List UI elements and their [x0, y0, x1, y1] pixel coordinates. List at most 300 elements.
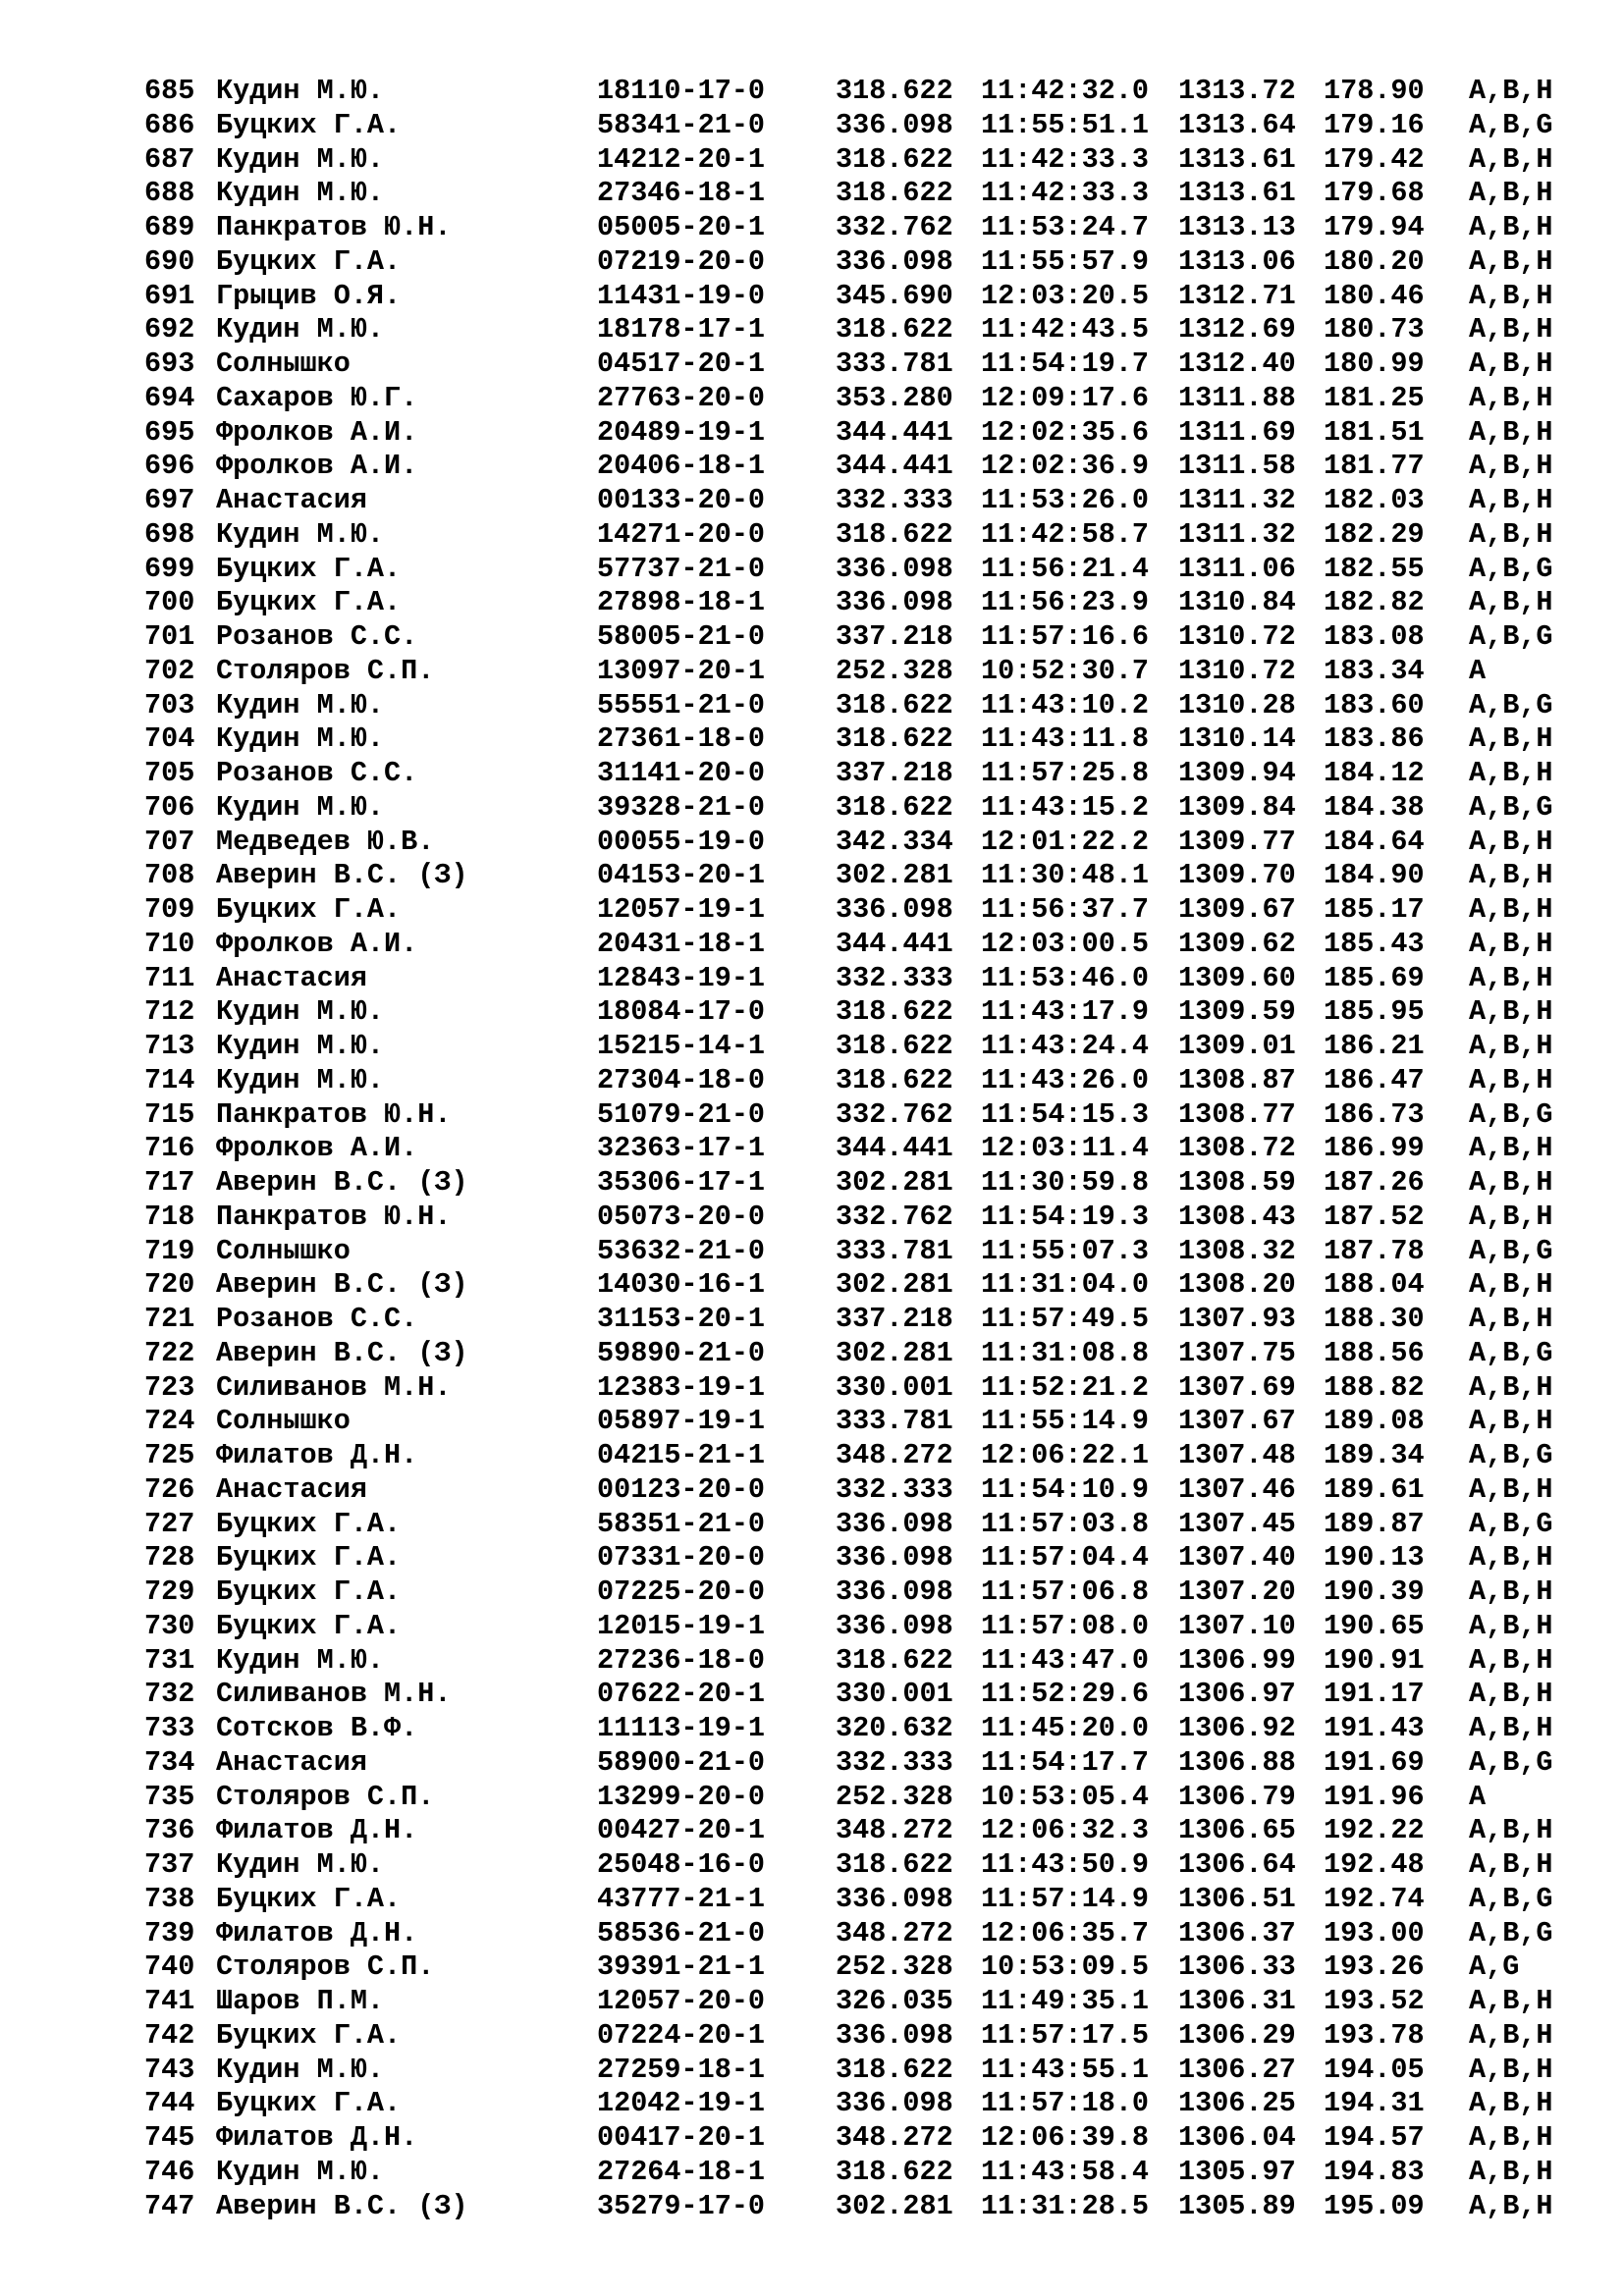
row-number: 694: [144, 381, 195, 414]
row-number: 711: [144, 961, 195, 994]
row-number: 738: [144, 1882, 195, 1915]
row-number: 716: [144, 1132, 195, 1165]
row-number: 708: [144, 859, 195, 892]
record-id: 00133-20-0: [597, 484, 766, 516]
row-number: 687: [144, 142, 195, 176]
record-id: 27236-18-0: [597, 1643, 766, 1677]
flags-field: A: [1469, 654, 1487, 687]
flags-field: A,B,H: [1469, 1268, 1553, 1302]
offset-field: 181.77: [1324, 450, 1425, 483]
offset-field: 186.73: [1324, 1097, 1425, 1131]
measure-field: 1306.51: [1178, 1882, 1296, 1915]
record-id: 00055-19-0: [597, 825, 766, 858]
record-id: 04517-20-1: [597, 347, 766, 380]
time-field: 11:56:37.7: [981, 893, 1150, 926]
offset-field: 191.43: [1324, 1712, 1425, 1744]
measure-field: 1307.40: [1178, 1541, 1296, 1575]
record-id: 58351-21-0: [597, 1507, 766, 1540]
offset-field: 184.38: [1324, 790, 1425, 824]
value-field: 336.098: [836, 586, 953, 619]
observer-name: Солнышко: [216, 1234, 351, 1267]
row-number: 702: [144, 654, 195, 687]
time-field: 11:43:26.0: [981, 1063, 1150, 1096]
record-id: 27264-18-1: [597, 2155, 766, 2188]
observer-name: Кудин М.Ю.: [216, 142, 385, 176]
observer-name: Кудин М.Ю.: [216, 1063, 385, 1096]
observer-name: Буцких Г.А.: [216, 1575, 402, 1608]
record-id: 53632-21-0: [597, 1234, 766, 1267]
observer-name: Кудин М.Ю.: [216, 995, 385, 1029]
value-field: 318.622: [836, 1063, 953, 1096]
observer-name: Филатов Д.Н.: [216, 1814, 418, 1847]
value-field: 318.622: [836, 75, 953, 107]
record-id: 07224-20-1: [597, 2018, 766, 2052]
row-number: 686: [144, 108, 195, 141]
flags-field: A,B,H: [1469, 1063, 1553, 1096]
flags-field: A,B,G: [1469, 108, 1553, 141]
time-field: 12:01:22.2: [981, 825, 1150, 858]
time-field: 11:43:11.8: [981, 722, 1150, 756]
flags-field: A,B,G: [1469, 688, 1553, 721]
offset-field: 194.57: [1324, 2121, 1425, 2154]
value-field: 332.333: [836, 961, 953, 994]
record-id: 18084-17-0: [597, 995, 766, 1029]
observer-name: Буцких Г.А.: [216, 893, 402, 926]
flags-field: A,B,G: [1469, 1882, 1553, 1915]
flags-field: A,B,H: [1469, 859, 1553, 892]
offset-field: 182.82: [1324, 586, 1425, 619]
value-field: 302.281: [836, 1166, 953, 1199]
row-number: 719: [144, 1234, 195, 1267]
row-number: 699: [144, 552, 195, 585]
observer-name: Силиванов М.Н.: [216, 1678, 452, 1711]
measure-field: 1306.99: [1178, 1643, 1296, 1677]
measure-field: 1307.69: [1178, 1370, 1296, 1404]
offset-field: 191.69: [1324, 1745, 1425, 1779]
measure-field: 1310.84: [1178, 586, 1296, 619]
offset-field: 182.55: [1324, 552, 1425, 585]
flags-field: A: [1469, 1780, 1487, 1813]
row-number: 706: [144, 790, 195, 824]
value-field: 333.781: [836, 347, 953, 380]
time-field: 12:06:35.7: [981, 1916, 1150, 1949]
flags-field: A,B,H: [1469, 2087, 1553, 2120]
flags-field: A,B,G: [1469, 1097, 1553, 1131]
record-id: 31153-20-1: [597, 1303, 766, 1335]
time-field: 10:53:05.4: [981, 1780, 1150, 1813]
flags-field: A,B,G: [1469, 1745, 1553, 1779]
record-id: 39328-21-0: [597, 790, 766, 824]
record-id: 15215-14-1: [597, 1030, 766, 1062]
time-field: 11:30:59.8: [981, 1166, 1150, 1199]
record-id: 12383-19-1: [597, 1370, 766, 1404]
offset-field: 187.78: [1324, 1234, 1425, 1267]
offset-field: 191.96: [1324, 1780, 1425, 1813]
measure-field: 1309.62: [1178, 927, 1296, 960]
observer-name: Аверин В.С. (З): [216, 1166, 468, 1199]
observer-name: Буцких Г.А.: [216, 108, 402, 141]
value-field: 344.441: [836, 927, 953, 960]
offset-field: 194.31: [1324, 2087, 1425, 2120]
observer-name: Кудин М.Ю.: [216, 1848, 385, 1881]
value-field: 318.622: [836, 995, 953, 1029]
time-field: 11:43:50.9: [981, 1848, 1150, 1881]
row-number: 712: [144, 995, 195, 1029]
observer-name: Кудин М.Ю.: [216, 177, 385, 210]
offset-field: 181.51: [1324, 415, 1425, 449]
observer-name: Солнышко: [216, 347, 351, 380]
time-field: 10:52:30.7: [981, 654, 1150, 687]
row-number: 727: [144, 1507, 195, 1540]
row-number: 703: [144, 688, 195, 721]
observer-name: Кудин М.Ю.: [216, 790, 385, 824]
value-field: 318.622: [836, 1030, 953, 1062]
time-field: 11:42:58.7: [981, 517, 1150, 551]
record-id: 20489-19-1: [597, 415, 766, 449]
row-number: 720: [144, 1268, 195, 1302]
record-id: 14271-20-0: [597, 517, 766, 551]
measure-field: 1307.20: [1178, 1575, 1296, 1608]
measure-field: 1312.69: [1178, 313, 1296, 347]
row-number: 741: [144, 1985, 195, 2017]
time-field: 10:53:09.5: [981, 1950, 1150, 1984]
measure-field: 1306.29: [1178, 2018, 1296, 2052]
time-field: 11:57:18.0: [981, 2087, 1150, 2120]
observer-name: Аверин В.С. (З): [216, 859, 468, 892]
value-field: 348.272: [836, 1439, 953, 1471]
value-field: 320.632: [836, 1712, 953, 1744]
record-id: 07225-20-0: [597, 1575, 766, 1608]
measure-field: 1306.65: [1178, 1814, 1296, 1847]
value-field: 302.281: [836, 1336, 953, 1369]
offset-field: 192.48: [1324, 1848, 1425, 1881]
record-id: 04153-20-1: [597, 859, 766, 892]
value-field: 252.328: [836, 654, 953, 687]
value-field: 348.272: [836, 1916, 953, 1949]
record-id: 32363-17-1: [597, 1132, 766, 1165]
time-field: 11:53:46.0: [981, 961, 1150, 994]
value-field: 336.098: [836, 2018, 953, 2052]
time-field: 11:54:15.3: [981, 1097, 1150, 1131]
row-number: 742: [144, 2018, 195, 2052]
time-field: 12:03:20.5: [981, 279, 1150, 312]
row-number: 707: [144, 825, 195, 858]
measure-field: 1306.04: [1178, 2121, 1296, 2154]
value-field: 336.098: [836, 893, 953, 926]
offset-field: 180.99: [1324, 347, 1425, 380]
record-id: 57737-21-0: [597, 552, 766, 585]
time-field: 11:43:15.2: [981, 790, 1150, 824]
value-field: 337.218: [836, 757, 953, 789]
time-field: 12:02:36.9: [981, 450, 1150, 483]
flags-field: A,B,H: [1469, 279, 1553, 312]
flags-field: A,B,H: [1469, 1200, 1553, 1233]
value-field: 336.098: [836, 1882, 953, 1915]
value-field: 330.001: [836, 1370, 953, 1404]
value-field: 302.281: [836, 859, 953, 892]
record-id: 11113-19-1: [597, 1712, 766, 1744]
row-number: 688: [144, 177, 195, 210]
row-number: 692: [144, 313, 195, 347]
flags-field: A,B,H: [1469, 2018, 1553, 2052]
measure-field: 1305.97: [1178, 2155, 1296, 2188]
flags-field: A,B,H: [1469, 2189, 1553, 2222]
measure-field: 1313.64: [1178, 108, 1296, 141]
row-number: 685: [144, 75, 195, 107]
flags-field: A,G: [1469, 1950, 1520, 1984]
record-id: 05005-20-1: [597, 211, 766, 243]
value-field: 344.441: [836, 450, 953, 483]
offset-field: 183.34: [1324, 654, 1425, 687]
row-number: 730: [144, 1609, 195, 1642]
offset-field: 188.04: [1324, 1268, 1425, 1302]
row-number: 715: [144, 1097, 195, 1131]
value-field: 336.098: [836, 1609, 953, 1642]
offset-field: 183.60: [1324, 688, 1425, 721]
row-number: 739: [144, 1916, 195, 1949]
time-field: 11:53:26.0: [981, 484, 1150, 516]
flags-field: A,B,H: [1469, 347, 1553, 380]
record-id: 20431-18-1: [597, 927, 766, 960]
flags-field: A,B,H: [1469, 1848, 1553, 1881]
record-id: 05897-19-1: [597, 1405, 766, 1438]
value-field: 318.622: [836, 177, 953, 210]
row-number: 726: [144, 1472, 195, 1506]
record-id: 05073-20-0: [597, 1200, 766, 1233]
flags-field: A,B,H: [1469, 722, 1553, 756]
offset-field: 180.46: [1324, 279, 1425, 312]
measure-field: 1306.31: [1178, 1985, 1296, 2017]
row-number: 740: [144, 1950, 195, 1984]
observer-name: Фролков А.И.: [216, 1132, 418, 1165]
observer-name: Буцких Г.А.: [216, 1541, 402, 1575]
record-id: 12015-19-1: [597, 1609, 766, 1642]
row-number: 731: [144, 1643, 195, 1677]
observer-name: Кудин М.Ю.: [216, 75, 385, 107]
flags-field: A,B,H: [1469, 2053, 1553, 2086]
measure-field: 1308.20: [1178, 1268, 1296, 1302]
value-field: 345.690: [836, 279, 953, 312]
observer-name: Сахаров Ю.Г.: [216, 381, 418, 414]
measure-field: 1306.88: [1178, 1745, 1296, 1779]
offset-field: 194.83: [1324, 2155, 1425, 2188]
time-field: 11:42:43.5: [981, 313, 1150, 347]
flags-field: A,B,H: [1469, 995, 1553, 1029]
time-field: 11:57:16.6: [981, 620, 1150, 653]
value-field: 332.333: [836, 484, 953, 516]
measure-field: 1308.72: [1178, 1132, 1296, 1165]
measure-field: 1313.06: [1178, 244, 1296, 278]
flags-field: A,B,G: [1469, 1234, 1553, 1267]
observer-name: Буцких Г.А.: [216, 2087, 402, 2120]
row-number: 735: [144, 1780, 195, 1813]
time-field: 12:03:00.5: [981, 927, 1150, 960]
row-number: 700: [144, 586, 195, 619]
offset-field: 185.69: [1324, 961, 1425, 994]
observer-name: Анастасия: [216, 484, 367, 516]
flags-field: A,B,H: [1469, 244, 1553, 278]
time-field: 11:52:21.2: [981, 1370, 1150, 1404]
observer-name: Анастасия: [216, 961, 367, 994]
measure-field: 1311.88: [1178, 381, 1296, 414]
flags-field: A,B,H: [1469, 450, 1553, 483]
record-id: 14212-20-1: [597, 142, 766, 176]
time-field: 11:43:47.0: [981, 1643, 1150, 1677]
time-field: 11:55:57.9: [981, 244, 1150, 278]
record-id: 11431-19-0: [597, 279, 766, 312]
offset-field: 187.52: [1324, 1200, 1425, 1233]
value-field: 318.622: [836, 790, 953, 824]
value-field: 302.281: [836, 1268, 953, 1302]
record-id: 27304-18-0: [597, 1063, 766, 1096]
offset-field: 188.30: [1324, 1303, 1425, 1335]
record-id: 58341-21-0: [597, 108, 766, 141]
value-field: 318.622: [836, 722, 953, 756]
record-id: 18110-17-0: [597, 75, 766, 107]
row-number: 736: [144, 1814, 195, 1847]
observer-name: Столяров С.П.: [216, 1780, 435, 1813]
value-field: 332.762: [836, 211, 953, 243]
offset-field: 183.86: [1324, 722, 1425, 756]
flags-field: A,B,H: [1469, 893, 1553, 926]
observer-name: Кудин М.Ю.: [216, 722, 385, 756]
value-field: 318.622: [836, 142, 953, 176]
time-field: 11:55:14.9: [981, 1405, 1150, 1438]
time-field: 12:09:17.6: [981, 381, 1150, 414]
offset-field: 185.17: [1324, 893, 1425, 926]
time-field: 11:49:35.1: [981, 1985, 1150, 2017]
offset-field: 182.29: [1324, 517, 1425, 551]
flags-field: A,B,H: [1469, 142, 1553, 176]
flags-field: A,B,H: [1469, 1370, 1553, 1404]
value-field: 332.333: [836, 1472, 953, 1506]
time-field: 11:53:24.7: [981, 211, 1150, 243]
record-id: 12042-19-1: [597, 2087, 766, 2120]
row-number: 725: [144, 1439, 195, 1471]
flags-field: A,B,H: [1469, 825, 1553, 858]
offset-field: 185.43: [1324, 927, 1425, 960]
measure-field: 1313.72: [1178, 75, 1296, 107]
row-number: 697: [144, 484, 195, 516]
measure-field: 1306.27: [1178, 2053, 1296, 2086]
offset-field: 190.39: [1324, 1575, 1425, 1608]
value-field: 318.622: [836, 1848, 953, 1881]
offset-field: 190.91: [1324, 1643, 1425, 1677]
flags-field: A,B,G: [1469, 1439, 1553, 1471]
value-field: 348.272: [836, 1814, 953, 1847]
observer-name: Анастасия: [216, 1472, 367, 1506]
flags-field: A,B,H: [1469, 1609, 1553, 1642]
measure-field: 1312.71: [1178, 279, 1296, 312]
observer-name: Филатов Д.Н.: [216, 1439, 418, 1471]
offset-field: 186.21: [1324, 1030, 1425, 1062]
time-field: 11:57:03.8: [981, 1507, 1150, 1540]
time-field: 11:31:04.0: [981, 1268, 1150, 1302]
observer-name: Медведев Ю.В.: [216, 825, 435, 858]
value-field: 318.622: [836, 688, 953, 721]
flags-field: A,B,H: [1469, 1166, 1553, 1199]
measure-field: 1310.28: [1178, 688, 1296, 721]
offset-field: 180.20: [1324, 244, 1425, 278]
measure-field: 1307.45: [1178, 1507, 1296, 1540]
row-number: 747: [144, 2189, 195, 2222]
measure-field: 1306.37: [1178, 1916, 1296, 1949]
time-field: 11:43:55.1: [981, 2053, 1150, 2086]
observer-name: Кудин М.Ю.: [216, 313, 385, 347]
offset-field: 188.82: [1324, 1370, 1425, 1404]
time-field: 11:43:24.4: [981, 1030, 1150, 1062]
row-number: 695: [144, 415, 195, 449]
observer-name: Буцких Г.А.: [216, 1882, 402, 1915]
observer-name: Розанов С.С.: [216, 620, 418, 653]
offset-field: 189.34: [1324, 1439, 1425, 1471]
flags-field: A,B,H: [1469, 75, 1553, 107]
flags-field: A,B,H: [1469, 1132, 1553, 1165]
record-id: 12843-19-1: [597, 961, 766, 994]
value-field: 348.272: [836, 2121, 953, 2154]
value-field: 344.441: [836, 415, 953, 449]
offset-field: 193.00: [1324, 1916, 1425, 1949]
observer-name: Буцких Г.А.: [216, 1507, 402, 1540]
measure-field: 1309.84: [1178, 790, 1296, 824]
value-field: 332.762: [836, 1097, 953, 1131]
observer-name: Филатов Д.Н.: [216, 2121, 418, 2154]
value-field: 332.762: [836, 1200, 953, 1233]
time-field: 11:57:06.8: [981, 1575, 1150, 1608]
flags-field: A,B,H: [1469, 1030, 1553, 1062]
value-field: 318.622: [836, 1643, 953, 1677]
measure-field: 1308.87: [1178, 1063, 1296, 1096]
record-id: 00427-20-1: [597, 1814, 766, 1847]
measure-field: 1309.60: [1178, 961, 1296, 994]
measure-field: 1309.01: [1178, 1030, 1296, 1062]
row-number: 729: [144, 1575, 195, 1608]
offset-field: 192.74: [1324, 1882, 1425, 1915]
row-number: 710: [144, 927, 195, 960]
measure-field: 1311.58: [1178, 450, 1296, 483]
time-field: 11:54:19.3: [981, 1200, 1150, 1233]
flags-field: A,B,G: [1469, 620, 1553, 653]
measure-field: 1313.61: [1178, 142, 1296, 176]
offset-field: 189.61: [1324, 1472, 1425, 1506]
value-field: 336.098: [836, 1507, 953, 1540]
observer-name: Буцких Г.А.: [216, 244, 402, 278]
row-number: 743: [144, 2053, 195, 2086]
record-id: 00123-20-0: [597, 1472, 766, 1506]
time-field: 11:31:08.8: [981, 1336, 1150, 1369]
measure-field: 1310.72: [1178, 620, 1296, 653]
time-field: 11:55:07.3: [981, 1234, 1150, 1267]
measure-field: 1311.69: [1178, 415, 1296, 449]
observer-name: Кудин М.Ю.: [216, 2053, 385, 2086]
measure-field: 1306.92: [1178, 1712, 1296, 1744]
observer-name: Панкратов Ю.Н.: [216, 1200, 452, 1233]
measure-field: 1307.10: [1178, 1609, 1296, 1642]
measure-field: 1306.64: [1178, 1848, 1296, 1881]
measure-field: 1310.72: [1178, 654, 1296, 687]
record-id: 55551-21-0: [597, 688, 766, 721]
observer-name: Силиванов М.Н.: [216, 1370, 452, 1404]
flags-field: A,B,H: [1469, 1985, 1553, 2017]
flags-field: A,B,H: [1469, 1643, 1553, 1677]
value-field: 252.328: [836, 1950, 953, 1984]
value-field: 318.622: [836, 313, 953, 347]
flags-field: A,B,H: [1469, 381, 1553, 414]
observer-name: Фролков А.И.: [216, 415, 418, 449]
row-number: 746: [144, 2155, 195, 2188]
time-field: 12:06:22.1: [981, 1439, 1150, 1471]
flags-field: A,B,H: [1469, 1541, 1553, 1575]
